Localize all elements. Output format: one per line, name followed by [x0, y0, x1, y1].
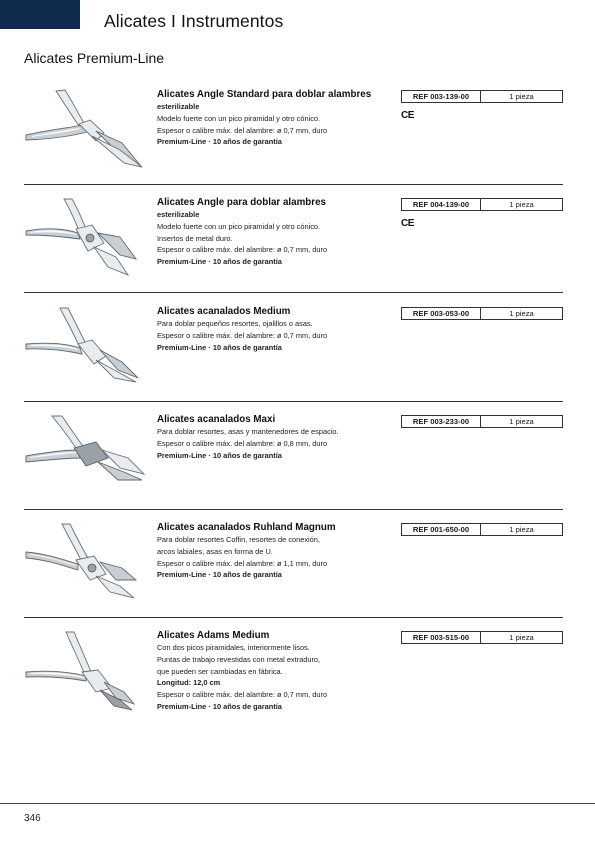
ref-quantity: 1 pieza [509, 417, 534, 426]
page-number: 346 [24, 813, 41, 824]
desc-line: Espesor o calibre máx. del alambre: ø 0,7 mm, duro [157, 125, 328, 135]
product-divider [24, 292, 563, 293]
ref-code: REF 003-515-00 [402, 632, 481, 643]
desc-line: Con dos picos piramidales, interiormente lisos. [157, 643, 310, 652]
desc-line: Para doblar resortes Coffin, resortes de conexión, [157, 535, 320, 544]
product-description [157, 414, 397, 461]
desc-line: Modelo fuerte con un pico piramidal y otro cónico. [157, 221, 321, 231]
product-name: Alicates Angle para doblar alambres [157, 197, 326, 208]
ce-mark-icon: CE [401, 218, 414, 229]
product-divider [24, 184, 563, 185]
ruhland-magnum-pliers-icon [24, 522, 148, 618]
header-color-block [0, 0, 80, 29]
product-name: Alicates Adams Medium [157, 630, 270, 641]
product-name: Alicates acanalados Maxi [157, 414, 276, 425]
ref-box [401, 415, 563, 428]
desc-line: Longitud: 12,0 cm [157, 678, 221, 688]
ref-box [401, 198, 563, 211]
ref-box [401, 90, 563, 103]
ref-quantity: 1 pieza [509, 200, 534, 209]
page-header-title: Alicates I Instrumentos [104, 11, 284, 31]
desc-line: Puntas de trabajo revestidas con metal extraduro, [157, 654, 321, 664]
ref-code: REF 001-650-00 [402, 524, 481, 535]
ref-code: REF 003-053-00 [402, 308, 481, 319]
desc-line: Premium-Line · 10 años de garantía [157, 450, 282, 460]
product-divider [24, 401, 563, 402]
desc-line: que pueden ser cambiadas en fábrica. [157, 666, 283, 676]
ref-box [401, 523, 563, 536]
adams-medium-pliers-icon [24, 630, 148, 726]
ce-mark-icon: CE [401, 110, 414, 121]
product-description [157, 306, 397, 353]
desc-line: Para doblar resortes, asas y mantenedores de espacio. [157, 427, 339, 436]
desc-line: Espesor o calibre máx. del alambre: ø 1,1 mm, duro [157, 558, 328, 568]
ref-box [401, 307, 563, 320]
desc-line: Premium-Line · 10 años de garantía [157, 701, 282, 711]
ref-quantity: 1 pieza [509, 525, 534, 534]
grooved-maxi-pliers-icon [24, 414, 148, 510]
desc-line: Para doblar pequeños resortes, ojalillos o asas. [157, 319, 313, 328]
product-description [157, 630, 397, 713]
desc-line: esterilizable [157, 102, 200, 111]
product-description [157, 89, 397, 148]
ref-code: REF 004-139-00 [402, 199, 481, 210]
grooved-medium-pliers-icon [24, 306, 148, 402]
angle-standard-pliers-icon [24, 89, 148, 185]
desc-line: Premium-Line · 10 años de garantía [157, 570, 282, 580]
product-name: Alicates acanalados Ruhland Magnum [157, 522, 336, 533]
desc-line: arcos labiales, asas en forma de U. [157, 546, 273, 556]
product-divider [24, 509, 563, 510]
ref-code: REF 003-233-00 [402, 416, 481, 427]
angle-pliers-icon [24, 197, 148, 293]
ref-quantity: 1 pieza [509, 309, 534, 318]
product-divider [24, 617, 563, 618]
desc-line: Insertos de metal duro. [157, 233, 233, 243]
desc-line: esterilizable [157, 210, 200, 219]
ref-box [401, 631, 563, 644]
section-title: Alicates Premium-Line [24, 50, 165, 66]
product-name: Alicates Angle Standard para doblar alambres [157, 89, 372, 100]
footer-rule [0, 803, 595, 804]
desc-line: Espesor o calibre máx. del alambre: ø 0,7 mm, duro [157, 330, 328, 340]
product-description [157, 197, 397, 268]
product-description [157, 522, 397, 581]
ref-quantity: 1 pieza [509, 92, 534, 101]
desc-line: Modelo fuerte con un pico piramidal y otro cónico. [157, 113, 321, 123]
ref-quantity: 1 pieza [509, 633, 534, 642]
product-name: Alicates acanalados Medium [157, 306, 291, 317]
desc-line: Premium-Line · 10 años de garantía [157, 342, 282, 352]
ref-code: REF 003-139-00 [402, 91, 481, 102]
desc-line: Espesor o calibre máx. del alambre: ø 0,7 mm, duro [157, 245, 328, 255]
desc-line: Premium-Line · 10 años de garantía [157, 137, 282, 147]
desc-line: Espesor o calibre máx. del alambre: ø 0,8 mm, duro [157, 438, 328, 448]
desc-line: Premium-Line · 10 años de garantía [157, 257, 282, 267]
desc-line: Espesor o calibre máx. del alambre: ø 0,7 mm, duro [157, 690, 328, 700]
